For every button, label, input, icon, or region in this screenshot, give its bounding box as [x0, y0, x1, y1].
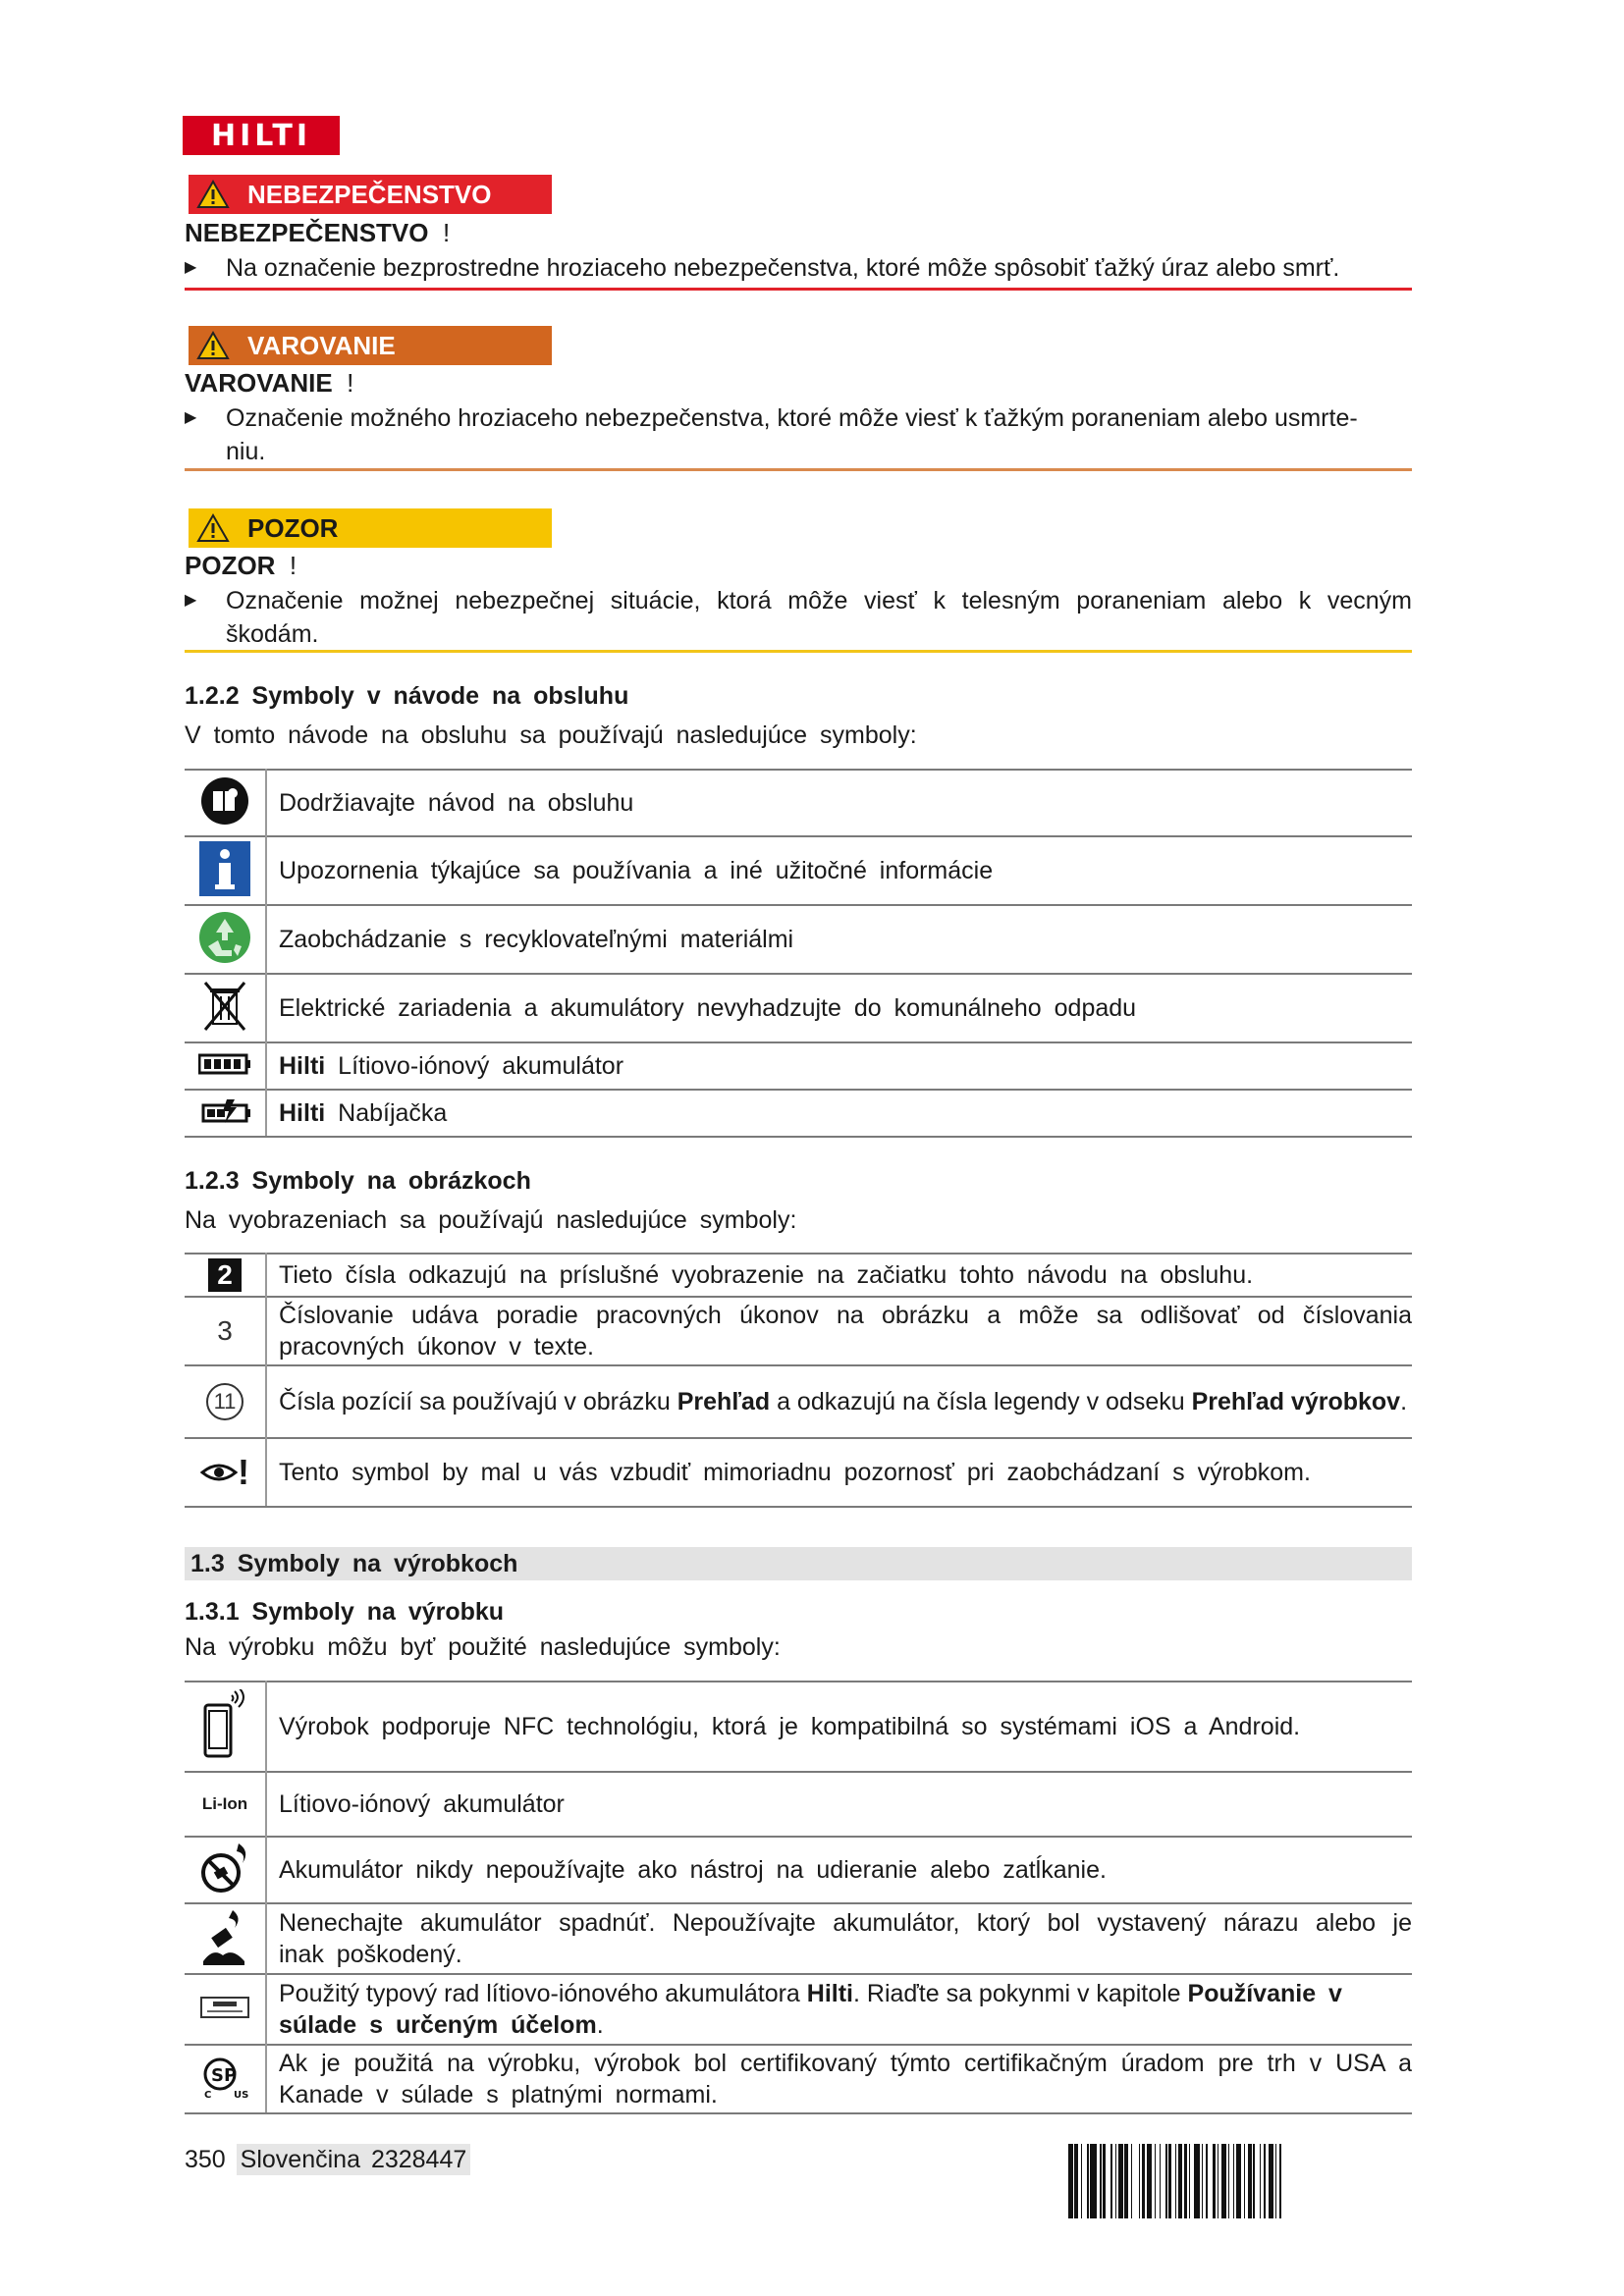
info-icon: [185, 836, 266, 905]
symbols-table-manual: [185, 769, 1412, 1138]
crossed-bin-icon: [185, 974, 266, 1042]
table-row: [185, 905, 1412, 974]
danger-label: NEBEZPEČENSTVO !: [185, 218, 451, 247]
table-row: [185, 2045, 1412, 2113]
symbol-description: Tento symbol by mal u vás vzbudiť mimoriadnu pozornosť pri zaobchádzaní s výrobkom.: [266, 1438, 1412, 1507]
warning-text: ▶ Označenie možného hroziaceho nebezpečenstva, ktoré môže viesť k ťažkým poraneniam alebo usmrte- niu.: [185, 404, 1358, 465]
table-row: [185, 974, 1412, 1042]
figure-number-icon: 2: [185, 1254, 266, 1297]
symbols-table-product: [185, 1681, 1412, 2114]
symbol-description: Tieto čísla odkazujú na príslušné vyobrazenie na začiatku tohto návodu na obsluhu.: [266, 1254, 1412, 1297]
nfc-phone-icon: [185, 1682, 266, 1772]
intro-1-2-2: V tomto návode na obsluhu sa používajú nasledujúce symboly:: [185, 721, 917, 749]
barcode-stripe: [1281, 2144, 1286, 2218]
symbol-description: Výrobok podporuje NFC technológiu, ktorá je kompatibilná so systémami iOS a Android.: [266, 1682, 1412, 1772]
table-row: [185, 1297, 1412, 1365]
table-row: [185, 836, 1412, 905]
symbol-description: Elektrické zariadenia a akumulátory nevyhadzujte do komunálneho odpadu: [266, 974, 1412, 1042]
warning-bar-text: VAROVANIE: [247, 330, 396, 360]
table-row: [185, 1772, 1412, 1837]
table-row: [185, 1254, 1412, 1297]
svg-text:US: US: [234, 2089, 249, 2100]
heading-1-3-1: 1.3.1 Symboly na výrobku: [185, 1598, 505, 1626]
position-number-icon: 11: [185, 1365, 266, 1438]
section-1-3-heading: 1.3 Symboly na výrobkoch: [185, 1547, 1412, 1580]
warning-triangle-icon: [196, 180, 230, 209]
symbol-description: Lítiovo-iónový akumulátor: [266, 1772, 1412, 1837]
battery-icon: [185, 1042, 266, 1090]
symbol-description: Hilti Nabíjačka: [266, 1090, 1412, 1137]
table-row: [185, 1090, 1412, 1137]
hilti-logo: [183, 116, 340, 155]
table-row: [185, 1682, 1412, 1772]
caution-label: POZOR !: [185, 551, 298, 580]
heading-1-2-2: 1.2.2 Symboly v návode na obsluhu: [185, 682, 629, 710]
warning-label: VAROVANIE !: [185, 368, 354, 398]
caution-text: ▶ Označenie možnej nebezpečnej situácie, ktorá môže viesť k telesným poraneniam alebo k vecným škodám.: [185, 587, 1412, 648]
table-row: [185, 770, 1412, 836]
symbol-description: Upozornenia týkajúce sa používania a iné užitočné informácie: [266, 836, 1412, 905]
symbol-description: Ak je použitá na výrobku, výrobok bol certifikovaný týmto certifikačným úradom pre trh v USA a Kanade v súlade s platnými normami.: [266, 2045, 1412, 2113]
caution-rule: [185, 650, 1412, 653]
heading-1-2-3: 1.2.3 Symboly na obrázkoch: [185, 1167, 531, 1195]
symbol-description: Čísla pozícií sa používajú v obrázku Prehľad a odkazujú na čísla legendy v odseku Prehľad výrobkov.: [266, 1365, 1412, 1438]
table-row: [185, 1365, 1412, 1438]
caution-signal-bar: [189, 508, 552, 548]
symbol-description: Dodržiavajte návod na obsluhu: [266, 770, 1412, 836]
li-ion-icon: Li-Ion: [185, 1772, 266, 1837]
csa-us-icon: [185, 2045, 266, 2113]
warning-triangle-icon: [196, 331, 230, 360]
symbol-description: Použitý typový rad lítiovo-iónového akumulátora Hilti. Riaďte sa pokynmi v kapitole Používanie v súlade s určeným účelom.: [266, 1974, 1412, 2045]
table-row: [185, 1903, 1412, 1974]
page-footer: [185, 2146, 470, 2174]
table-row: [185, 1438, 1412, 1507]
eye-attention-icon: !: [185, 1438, 266, 1507]
no-hammer-icon: [185, 1837, 266, 1903]
symbol-description: Zaobchádzanie s recyklovateľnými materiálmi: [266, 905, 1412, 974]
symbol-description: Nenechajte akumulátor spadnúť. Nepoužívajte akumulátor, ktorý bol vystavený nárazu alebo je inak poškodený.: [266, 1903, 1412, 1974]
page-number: 350: [185, 2146, 226, 2173]
symbols-table-figures: [185, 1253, 1412, 1508]
table-row: [185, 1042, 1412, 1090]
danger-bar-text: NEBEZPEČENSTVO: [247, 179, 492, 209]
step-number-icon: 3: [185, 1297, 266, 1365]
footer-language: Slovenčina 2328447: [237, 2144, 471, 2175]
drop-battery-icon: [185, 1903, 266, 1974]
manual-icon: [185, 770, 266, 836]
recycle-icon: [185, 905, 266, 974]
table-row: [185, 1837, 1412, 1903]
intro-1-3-1: Na výrobku môžu byť použité nasledujúce symboly:: [185, 1633, 781, 1661]
symbol-description: Hilti Lítiovo-iónový akumulátor: [266, 1042, 1412, 1090]
intro-1-2-3: Na vyobrazeniach sa používajú nasledujúce symboly:: [185, 1206, 797, 1234]
warning-rule: [185, 468, 1412, 471]
svg-text:C: C: [204, 2089, 212, 2100]
hilti-battery-icon: [185, 1974, 266, 2045]
barcode: [1068, 2144, 1406, 2218]
warning-triangle-icon: [196, 513, 230, 543]
table-row: [185, 1974, 1412, 2045]
charger-icon: [185, 1090, 266, 1137]
caution-bar-text: POZOR: [247, 512, 339, 543]
danger-signal-bar: [189, 175, 552, 214]
danger-rule: [185, 288, 1412, 291]
symbol-description: Číslovanie udáva poradie pracovných úkonov na obrázku a môže sa odlišovať od číslovania pracovných úkonov v texte.: [266, 1297, 1412, 1365]
danger-text: ▶ Na označenie bezprostredne hroziaceho nebezpečenstva, ktoré môže spôsobiť ťažký úraz alebo smrť.: [185, 254, 1340, 282]
logo-text: HILTI: [210, 118, 312, 153]
svg-text:SP: SP: [211, 2064, 238, 2086]
symbol-description: Akumulátor nikdy nepoužívajte ako nástroj na udieranie alebo zatĺkanie.: [266, 1837, 1412, 1903]
warning-signal-bar: [189, 326, 552, 365]
